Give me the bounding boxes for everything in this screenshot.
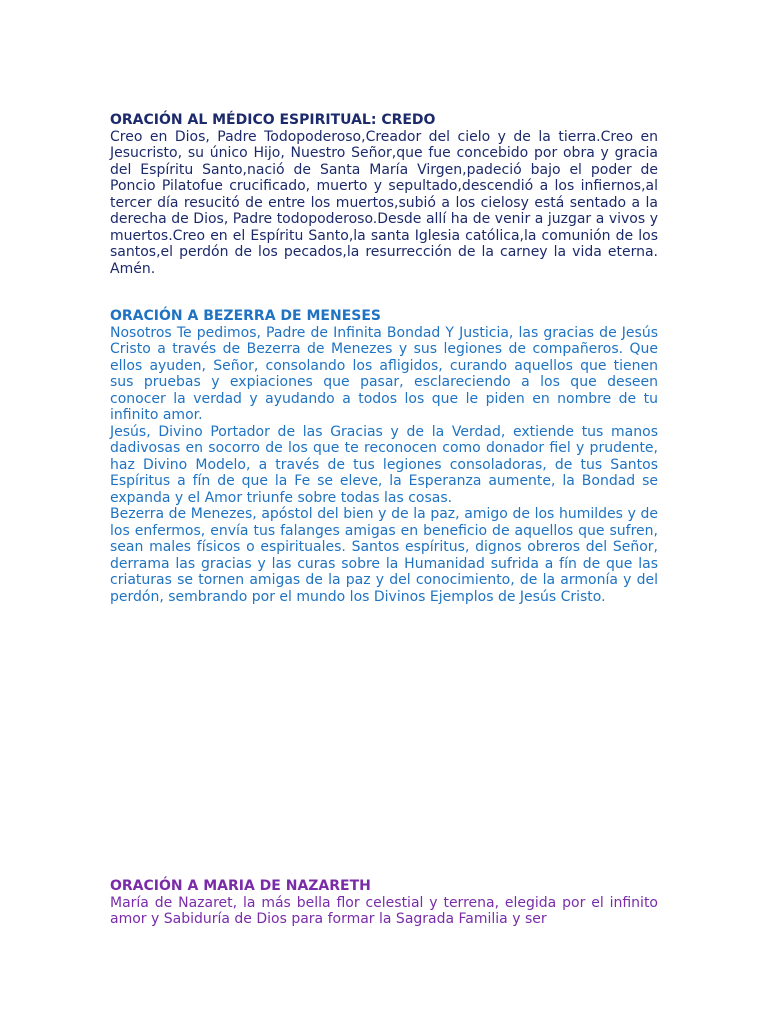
prayer-paragraph: Nosotros Te pedimos, Padre de Infinita Bondad Y Justicia, las gracias de Jesús Cristo a través de Bezerra de Menezes y sus legiones de compañeros. Que ellos ayuden, Señor, consolando los afligidos, curando aquellos que tienen sus pruebas y expiaciones que pasar, esclareciendo a los que deseen conocer la verdad y ayudando a todos los que le piden en nombre de tu infinito amor. bbox=[110, 324, 658, 423]
prayer-section-bezerra bbox=[110, 308, 658, 605]
prayer-section-credo bbox=[110, 112, 658, 277]
prayer-title: ORACIÓN AL MÉDICO ESPIRITUAL: CREDO bbox=[110, 112, 436, 128]
prayer-paragraph: Bezerra de Menezes, apóstol del bien y de la paz, amigo de los humildes y de los enfermos, envía tus falanges amigas en beneficio de aquellos que sufren, sean males físicos o espirituales. Santos espíritus, dignos obreros del Señor, derrama las gracias y las curas sobre la Humanidad sufrida a fín de que las criaturas se tornen amigas de la paz y del conocimiento, de la armonía y del perdón, sembrando por el mundo los Divinos Ejemplos de Jesús Cristo. bbox=[110, 506, 658, 605]
prayer-section-maria bbox=[110, 878, 658, 928]
prayer-paragraph: María de Nazaret, la más bella flor celestial y terrena, elegida por el infinito amor y Sabiduría de Dios para formar la Sagrada Familia y ser bbox=[110, 894, 658, 927]
prayer-paragraph: Creo en Dios, Padre Todopoderoso,Creador del cielo y de la tierra.Creo en Jesucristo, su único Hijo, Nuestro Señor,que fue concebido por obra y gracia del Espíritu Santo,nació de Santa María Virgen,padeció bajo el poder de Poncio Pilatofue crucificado, muerto y sepultado,descendió a los infiernos,al tercer día resucitó de entre los muertos,subió a los cielosy está sentado a la derecha de Dios, Padre todopoderoso.Desde allí ha de venir a juzgar a vivos y muertos.Creo en el Espíritu Santo,la santa Iglesia católica,la comunión de los santos,el perdón de los pecados,la resurrección de la carney la vida eterna. Amén. bbox=[110, 128, 658, 277]
prayer-title: ORACIÓN A BEZERRA DE MENESES bbox=[110, 308, 381, 324]
prayer-title: ORACIÓN A MARIA DE NAZARETH bbox=[110, 878, 371, 894]
prayer-paragraph: Jesús, Divino Portador de las Gracias y de la Verdad, extiende tus manos dadivosas en socorro de los que te reconocen como donador fiel y prudente, haz Divino Modelo, a través de tus legiones consoladoras, de tus Santos Espíritus a fín de que la Fe se eleve, la Esperanza aumente, la Bondad se expanda y el Amor triunfe sobre todas las cosas. bbox=[110, 423, 658, 506]
